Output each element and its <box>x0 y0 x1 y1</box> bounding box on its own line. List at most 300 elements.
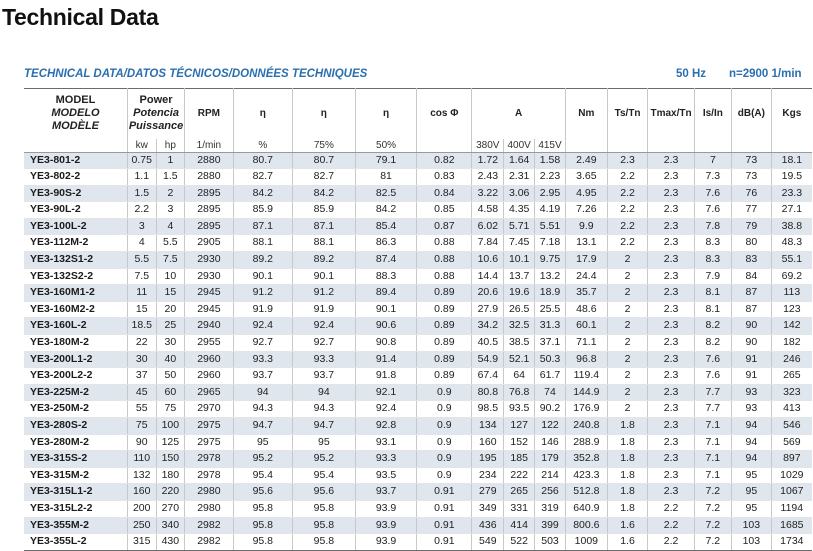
model-cell: YE3-315L2-2 <box>24 500 127 517</box>
table-cell: 125 <box>156 434 185 451</box>
table-cell: 423.3 <box>565 467 607 484</box>
model-cell: YE3-160L-2 <box>24 318 127 335</box>
header-noise: dB(A) <box>732 89 772 139</box>
unit-cell: 50% <box>355 139 417 153</box>
table-cell: 2 <box>607 268 648 285</box>
table-row <box>24 301 812 318</box>
table-cell: 7.1 <box>694 451 731 468</box>
table-cell: 1009 <box>565 534 607 551</box>
table-cell: 80.8 <box>472 384 504 401</box>
table-cell: 7.1 <box>694 418 731 435</box>
table-cell: 132 <box>127 467 156 484</box>
table-cell: 90.1 <box>293 268 356 285</box>
table-cell: 86.3 <box>355 235 417 252</box>
header-starting-torque: Ts/Tn <box>607 89 648 139</box>
table-cell: 2895 <box>185 218 233 235</box>
table-cell: 7.45 <box>504 235 535 252</box>
table-cell: 256 <box>535 484 566 501</box>
table-cell: 88.1 <box>233 235 292 252</box>
table-cell: 0.89 <box>417 285 472 302</box>
table-cell: 144.9 <box>565 384 607 401</box>
table-cell: 2 <box>607 401 648 418</box>
table-cell: 265 <box>771 368 812 385</box>
table-cell: 2960 <box>185 368 233 385</box>
model-cell: YE3-315S-2 <box>24 451 127 468</box>
table-cell: 94 <box>732 418 772 435</box>
table-cell: 81 <box>355 169 417 186</box>
table-cell: 18.5 <box>127 318 156 335</box>
table-cell: 7.2 <box>694 534 731 551</box>
table-cell: 160 <box>472 434 504 451</box>
table-row <box>24 484 812 501</box>
table-cell: 2.3 <box>648 202 694 219</box>
table-cell: 1.5 <box>156 169 185 186</box>
table-cell: 91.2 <box>233 285 292 302</box>
table-cell: 77 <box>732 202 772 219</box>
table-cell: 246 <box>771 351 812 368</box>
table-cell: 2.2 <box>607 185 648 202</box>
table-cell: 91 <box>732 351 772 368</box>
table-cell: 176.9 <box>565 401 607 418</box>
model-cell: YE3-200L2-2 <box>24 368 127 385</box>
table-cell: 2 <box>607 318 648 335</box>
table-row <box>24 434 812 451</box>
table-cell: 95 <box>233 434 292 451</box>
table-row <box>24 152 812 169</box>
table-cell: 200 <box>127 500 156 517</box>
table-cell: 11 <box>127 285 156 302</box>
table-cell: 4.58 <box>472 202 504 219</box>
table-cell: 10.6 <box>472 252 504 269</box>
table-cell: 90 <box>127 434 156 451</box>
table-cell: 1685 <box>771 517 812 534</box>
table-cell: 3.06 <box>504 185 535 202</box>
table-cell: 87 <box>732 301 772 318</box>
table-cell: 50 <box>156 368 185 385</box>
table-cell: 92.8 <box>355 418 417 435</box>
table-cell: 1.5 <box>127 185 156 202</box>
table-cell: 9.75 <box>535 252 566 269</box>
table-cell: 93.3 <box>293 351 356 368</box>
table-cell: 93.7 <box>233 368 292 385</box>
table-row <box>24 418 812 435</box>
table-cell: 1.1 <box>127 169 156 186</box>
table-cell: 91.4 <box>355 351 417 368</box>
table-cell: 10.1 <box>504 252 535 269</box>
table-cell: 89.2 <box>293 252 356 269</box>
table-cell: 88.1 <box>293 235 356 252</box>
table-cell: 7.7 <box>694 384 731 401</box>
table-row <box>24 368 812 385</box>
table-cell: 2.3 <box>648 401 694 418</box>
table-cell: 2.3 <box>648 451 694 468</box>
model-cell: YE3-315M-2 <box>24 467 127 484</box>
table-cell: 95.6 <box>293 484 356 501</box>
table-cell: 85.4 <box>355 218 417 235</box>
table-cell: 2.95 <box>535 185 566 202</box>
table-cell: 89.2 <box>233 252 292 269</box>
table-cell: 2 <box>607 384 648 401</box>
table-cell: 220 <box>156 484 185 501</box>
unit-cell: 415V <box>535 139 566 153</box>
table-cell: 3 <box>156 202 185 219</box>
table-cell: 1067 <box>771 484 812 501</box>
model-cell: YE3-355L-2 <box>24 534 127 551</box>
table-cell: 234 <box>472 467 504 484</box>
table-cell: 13.2 <box>535 268 566 285</box>
header-efficiency-full: η <box>233 89 292 139</box>
header-power-factor: cos Φ <box>417 89 472 139</box>
table-cell: 1.8 <box>607 484 648 501</box>
table-cell: 80 <box>732 235 772 252</box>
table-cell: 2880 <box>185 169 233 186</box>
unit-cell: 400V <box>504 139 535 153</box>
table-cell: 2 <box>607 252 648 269</box>
table-row <box>24 500 812 517</box>
table-cell: 96.8 <box>565 351 607 368</box>
table-cell: 2895 <box>185 202 233 219</box>
table-cell: 2880 <box>185 152 233 169</box>
technical-data-table <box>24 88 812 551</box>
model-cell: YE3-802-2 <box>24 169 127 186</box>
header-weight: Kgs <box>771 89 812 139</box>
table-cell: 13.7 <box>504 268 535 285</box>
table-row <box>24 534 812 551</box>
table-cell: 67.4 <box>472 368 504 385</box>
page-title: Technical Data <box>2 4 159 30</box>
table-cell: 40.5 <box>472 335 504 352</box>
table-cell: 0.9 <box>417 384 472 401</box>
table-cell: 25.5 <box>535 301 566 318</box>
table-cell: 2 <box>607 351 648 368</box>
header-starting-current: Is/In <box>694 89 731 139</box>
table-cell: 2.49 <box>565 152 607 169</box>
table-cell: 98.5 <box>472 401 504 418</box>
table-cell: 94.3 <box>293 401 356 418</box>
table-cell: 2.3 <box>648 268 694 285</box>
table-cell: 90.1 <box>233 268 292 285</box>
table-cell: 95.8 <box>233 500 292 517</box>
table-cell: 91 <box>732 368 772 385</box>
table-cell: 414 <box>504 517 535 534</box>
table-cell: 87.4 <box>355 252 417 269</box>
table-cell: 4 <box>127 235 156 252</box>
table-cell: 2 <box>607 285 648 302</box>
table-cell: 73 <box>732 152 772 169</box>
table-cell: 94.7 <box>293 418 356 435</box>
table-cell: 2.3 <box>648 235 694 252</box>
table-cell: 9.9 <box>565 218 607 235</box>
table-cell: 7.5 <box>156 252 185 269</box>
table-cell: 7.6 <box>694 185 731 202</box>
table-row <box>24 252 812 269</box>
table-cell: 134 <box>472 418 504 435</box>
table-cell: 91.9 <box>293 301 356 318</box>
table-cell: 288.9 <box>565 434 607 451</box>
table-row <box>24 185 812 202</box>
table-row <box>24 517 812 534</box>
table-cell: 5.51 <box>535 218 566 235</box>
table-cell: 76 <box>732 185 772 202</box>
table-cell: 7.2 <box>694 484 731 501</box>
table-cell: 95 <box>732 500 772 517</box>
table-cell: 55.1 <box>771 252 812 269</box>
table-cell: 93.9 <box>355 534 417 551</box>
table-cell: 127 <box>504 418 535 435</box>
table-cell: 640.9 <box>565 500 607 517</box>
table-cell: 64 <box>504 368 535 385</box>
table-cell: 94.3 <box>233 401 292 418</box>
table-cell: 7.26 <box>565 202 607 219</box>
table-cell: 1.8 <box>607 434 648 451</box>
unit-cell <box>24 139 127 153</box>
table-cell: 399 <box>535 517 566 534</box>
model-cell: YE3-200L1-2 <box>24 351 127 368</box>
header-current: A <box>472 89 566 139</box>
table-cell: 32.5 <box>504 318 535 335</box>
table-cell: 2.31 <box>504 169 535 186</box>
table-row <box>24 285 812 302</box>
table-cell: 85.9 <box>233 202 292 219</box>
model-cell: YE3-280M-2 <box>24 434 127 451</box>
table-cell: 522 <box>504 534 535 551</box>
table-cell: 18.9 <box>535 285 566 302</box>
table-cell: 7.6 <box>694 202 731 219</box>
table-cell: 2975 <box>185 434 233 451</box>
table-cell: 93.9 <box>355 500 417 517</box>
table-cell: 0.9 <box>417 434 472 451</box>
table-cell: 8.2 <box>694 335 731 352</box>
table-cell: 0.88 <box>417 235 472 252</box>
table-cell: 60 <box>156 384 185 401</box>
table-cell: 31.3 <box>535 318 566 335</box>
model-cell: YE3-250M-2 <box>24 401 127 418</box>
table-cell: 20 <box>156 301 185 318</box>
table-cell: 2930 <box>185 268 233 285</box>
table-cell: 2980 <box>185 484 233 501</box>
table-cell: 80.7 <box>233 152 292 169</box>
table-cell: 2.3 <box>607 152 648 169</box>
table-cell: 37 <box>127 368 156 385</box>
table-cell: 74 <box>535 384 566 401</box>
table-cell: 94 <box>293 384 356 401</box>
table-cell: 2.3 <box>648 351 694 368</box>
table-cell: 0.89 <box>417 368 472 385</box>
unit-cell <box>771 139 812 153</box>
table-cell: 1734 <box>771 534 812 551</box>
table-cell: 0.91 <box>417 517 472 534</box>
table-row <box>24 218 812 235</box>
header-power-en: Power <box>139 94 173 107</box>
table-cell: 1029 <box>771 467 812 484</box>
table-cell: 91.2 <box>293 285 356 302</box>
table-cell: 2.3 <box>648 318 694 335</box>
table-cell: 0.9 <box>417 451 472 468</box>
table-cell: 2905 <box>185 235 233 252</box>
table-cell: 8.3 <box>694 252 731 269</box>
table-cell: 38.5 <box>504 335 535 352</box>
table-cell: 2.2 <box>648 517 694 534</box>
table-cell: 7.18 <box>535 235 566 252</box>
table-cell: 413 <box>771 401 812 418</box>
table-cell: 265 <box>504 484 535 501</box>
table-cell: 182 <box>771 335 812 352</box>
table-cell: 352.8 <box>565 451 607 468</box>
table-cell: 92.4 <box>233 318 292 335</box>
table-cell: 45 <box>127 384 156 401</box>
table-cell: 13.1 <box>565 235 607 252</box>
unit-cell: 1/min <box>185 139 233 153</box>
table-cell: 7.1 <box>694 467 731 484</box>
table-row <box>24 335 812 352</box>
table-cell: 2.3 <box>648 484 694 501</box>
table-cell: 2975 <box>185 418 233 435</box>
table-cell: 25 <box>156 318 185 335</box>
table-cell: 123 <box>771 301 812 318</box>
table-cell: 100 <box>156 418 185 435</box>
table-cell: 7.2 <box>694 517 731 534</box>
table-cell: 2 <box>607 301 648 318</box>
table-cell: 0.9 <box>417 418 472 435</box>
table-cell: 84.2 <box>355 202 417 219</box>
table-cell: 83 <box>732 252 772 269</box>
table-cell: 315 <box>127 534 156 551</box>
table-cell: 1.6 <box>607 517 648 534</box>
table-cell: 30 <box>127 351 156 368</box>
table-cell: 7.8 <box>694 218 731 235</box>
table-cell: 323 <box>771 384 812 401</box>
table-cell: 0.83 <box>417 169 472 186</box>
table-cell: 26.5 <box>504 301 535 318</box>
table-cell: 2982 <box>185 517 233 534</box>
table-cell: 95.4 <box>233 467 292 484</box>
table-cell: 95.6 <box>233 484 292 501</box>
table-cell: 50.3 <box>535 351 566 368</box>
table-cell: 2 <box>607 368 648 385</box>
table-cell: 4.35 <box>504 202 535 219</box>
table-cell: 0.91 <box>417 484 472 501</box>
table-cell: 95.8 <box>293 534 356 551</box>
table-cell: 19.6 <box>504 285 535 302</box>
table-cell: 93 <box>732 401 772 418</box>
model-cell: YE3-280S-2 <box>24 418 127 435</box>
table-cell: 2.3 <box>648 218 694 235</box>
table-cell: 2.2 <box>607 169 648 186</box>
table-cell: 92.7 <box>233 335 292 352</box>
table-cell: 89.4 <box>355 285 417 302</box>
table-cell: 122 <box>535 418 566 435</box>
table-cell: 90.6 <box>355 318 417 335</box>
table-cell: 93 <box>732 384 772 401</box>
table-cell: 90 <box>732 335 772 352</box>
table-cell: 82.7 <box>293 169 356 186</box>
table-cell: 0.9 <box>417 467 472 484</box>
table-cell: 55 <box>127 401 156 418</box>
table-cell: 0.75 <box>127 152 156 169</box>
table-header-row <box>24 89 812 139</box>
table-cell: 0.82 <box>417 152 472 169</box>
table-cell: 95 <box>293 434 356 451</box>
table-cell: 82.5 <box>355 185 417 202</box>
table-cell: 92.1 <box>355 384 417 401</box>
table-cell: 2.3 <box>648 285 694 302</box>
table-cell: 2.3 <box>648 434 694 451</box>
table-cell: 546 <box>771 418 812 435</box>
table-cell: 2.3 <box>648 252 694 269</box>
table-cell: 2965 <box>185 384 233 401</box>
table-cell: 7.84 <box>472 235 504 252</box>
unit-cell: hp <box>156 139 185 153</box>
table-cell: 185 <box>504 451 535 468</box>
unit-cell <box>648 139 694 153</box>
table-cell: 113 <box>771 285 812 302</box>
table-cell: 179 <box>535 451 566 468</box>
unit-cell: kw <box>127 139 156 153</box>
model-cell: YE3-160M2-2 <box>24 301 127 318</box>
table-cell: 95 <box>732 484 772 501</box>
table-cell: 279 <box>472 484 504 501</box>
table-cell: 95.2 <box>293 451 356 468</box>
table-cell: 180 <box>156 467 185 484</box>
model-cell: YE3-100L-2 <box>24 218 127 235</box>
table-cell: 2.3 <box>648 301 694 318</box>
table-cell: 436 <box>472 517 504 534</box>
header-efficiency-50: η <box>355 89 417 139</box>
table-cell: 20.6 <box>472 285 504 302</box>
table-cell: 349 <box>472 500 504 517</box>
table-cell: 3 <box>127 218 156 235</box>
table-cell: 80.7 <box>293 152 356 169</box>
table-cell: 2.3 <box>648 335 694 352</box>
table-cell: 430 <box>156 534 185 551</box>
table-cell: 19.5 <box>771 169 812 186</box>
table-cell: 7.6 <box>694 368 731 385</box>
table-cell: 94.7 <box>233 418 292 435</box>
table-cell: 94 <box>732 434 772 451</box>
technical-data-heading: TECHNICAL DATA/DATOS TÉCNICOS/DONNÉES TECHNIQUES <box>24 68 368 80</box>
table-cell: 119.4 <box>565 368 607 385</box>
table-cell: 800.6 <box>565 517 607 534</box>
table-cell: 95.8 <box>293 500 356 517</box>
table-cell: 1.64 <box>504 152 535 169</box>
table-row <box>24 384 812 401</box>
table-cell: 2978 <box>185 451 233 468</box>
table-cell: 30 <box>156 335 185 352</box>
table-cell: 22 <box>127 335 156 352</box>
table-cell: 84 <box>732 268 772 285</box>
table-cell: 93.5 <box>504 401 535 418</box>
table-cell: 7.9 <box>694 268 731 285</box>
table-cell: 27.9 <box>472 301 504 318</box>
model-cell: YE3-112M-2 <box>24 235 127 252</box>
table-cell: 52.1 <box>504 351 535 368</box>
table-cell: 92.7 <box>293 335 356 352</box>
table-cell: 2.2 <box>607 202 648 219</box>
table-cell: 82.7 <box>233 169 292 186</box>
table-cell: 331 <box>504 500 535 517</box>
table-cell: 2982 <box>185 534 233 551</box>
table-cell: 75 <box>156 401 185 418</box>
table-cell: 8.1 <box>694 301 731 318</box>
table-cell: 2945 <box>185 285 233 302</box>
unit-cell <box>607 139 648 153</box>
header-efficiency-75: η <box>293 89 356 139</box>
table-cell: 87.1 <box>233 218 292 235</box>
table-cell: 17.9 <box>565 252 607 269</box>
unit-cell: 380V <box>472 139 504 153</box>
table-cell: 92.4 <box>293 318 356 335</box>
table-cell: 27.1 <box>771 202 812 219</box>
